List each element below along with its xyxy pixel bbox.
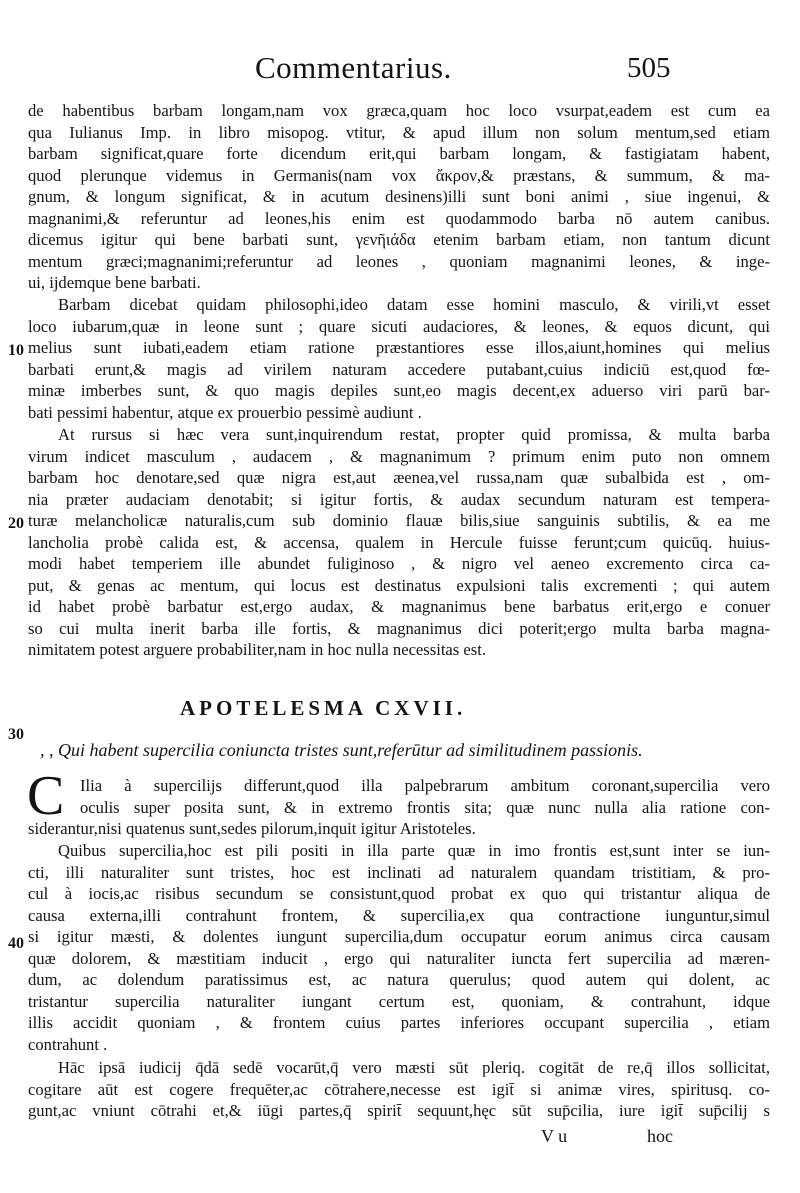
text-line: illis accidit quoniam , & frontem cuius partes inferiores occupant supercilia , etiam [28, 1013, 770, 1033]
text-line: Quibus supercilia,hoc est pili positi in illa parte quæ in imo frontis est,sunt inter se iun- [58, 841, 770, 860]
text-line: gnum, & longum significat, & in acutum desinens)illi sunt boni animi , siue ingenui, & [28, 187, 770, 207]
text-line: cul à iocis,ac risibus secundum se consistunt,quod probat ex quo qui tristantur aliqua de [28, 884, 770, 904]
drop-initial: C [27, 765, 65, 827]
margin-line-number: 10 [8, 342, 24, 359]
text-line: Ilia à supercilijs differunt,quod illa palpebrarum ambitum coronant,supercilia vero [80, 776, 770, 795]
text-line: put, & genas ac mentum, qui locus est destinatus expulsioni talis excrementi ; qui autem [28, 575, 770, 595]
text-line: id habet probè barbatur est,ergo audax, & magnanimus bene barbatus erit,ergo e conuer [28, 597, 770, 617]
text-line: virum indicet masculum , audacem , & magnanimum ? primum enim puto non omnem [28, 446, 770, 466]
text-line: cti, illi naturaliter sunt tristes, hoc est inclinati ad naturalem quandam tristitiam, & pro- [28, 862, 770, 882]
text-line: magnanimi,& referuntur ad leones,his enim est quodammodo barba nō autem canibus. [28, 208, 770, 228]
text-line: dicemus igitur qui bene barbati sunt, γενῆιάδα etenim barbam etiam, non tantum dicunt [28, 230, 770, 250]
text-line: barbam hoc denotare,sed quæ nigra est,aut æenea,vel russa,nam quæ subalbida est , om- [28, 468, 770, 488]
section-heading: APOTELESMA CXVII. [180, 696, 467, 720]
page-number: 505 [627, 52, 671, 84]
paragraph-barba-longa [28, 100, 770, 294]
text-line: mentum græci;magnanimi;referuntur ad leones , quoniam magnanimi leones, & inge- [28, 251, 770, 271]
margin-line-number: 20 [8, 515, 24, 532]
text-line: cogitare aūt est cogere frequēter,ac cōtrahere,necesse est igit̄ si animæ vires, spiritusq. co- [28, 1079, 770, 1099]
text-line: gunt,ac vniunt cōtrahi et,& iūgi partes,q̄ spirit̄ sequunt,hęc sūt sup̄cilia, iure igit̄ sup̄cilij s [28, 1101, 770, 1121]
text-line: melius sunt iubati,eadem etiam ratione præstantiores esse illos,aiunt,homines qui melius [28, 338, 770, 358]
text-line: nia præter audaciam denotabit; si igitur fortis, & audax secundum naturam est tempera- [28, 489, 770, 509]
text-line: siderantur,nisi quatenus sunt,sedes pilorum,inquit igitur Aristoteles. [28, 819, 476, 839]
paragraph-at-rursus [28, 424, 770, 661]
signature-mark: V u [541, 1126, 568, 1146]
margin-line-number: 30 [8, 726, 24, 743]
text-line: Hāc ipsā iudicij q̄dā sedē vocarūt,q̄ vero mæsti sūt pleriq. cogitāt de re,q̄ illos sollicitat, [58, 1058, 770, 1077]
text-line: minæ imberbes sunt, & quo magis depiles sunt,eo magis decent,ex aduerso viri parū bar- [28, 381, 770, 401]
text-line: bati pessimi habentur, atque ex prouerbio pessimè audiunt . [28, 402, 422, 422]
text-line: tristantur supercilia naturaliter iungant certum est, quoniam, & contrahunt, idque [28, 991, 770, 1011]
paragraph-quibus-supercilia [28, 840, 770, 1055]
margin-line-number: 40 [8, 935, 24, 952]
text-line: barbati erunt,& magis ad virilem naturam accedere putabant,cuius indiciū est,quod fœ- [28, 359, 770, 379]
text-line: loco iubarum,quæ in leone sunt ; quare sicuti audaciores, & leones, & equos dicunt, qui [28, 316, 770, 336]
text-line: turæ melancholicæ naturalis,cum sub dominio flauæ bilis,siue sanguinis subtilis, & ea me [28, 511, 770, 531]
text-line: modi habet temperiem ille abundet fuliginoso , & nigro vel aeneo excremento circa ca- [28, 554, 770, 574]
text-line: nimitatem potest arguere probabiliter,nam in hoc nulla necessitas est. [28, 640, 486, 660]
text-line: si igitur mæsti, & dolentes iungunt supercilia,dum occupatur eorum animus circa causam [28, 927, 770, 947]
text-line: causa externa,illi contrahunt frontem, & supercilia,ex qua contractione iunguntur,simul [28, 905, 770, 925]
text-line: quæ dolorem, & mæstitiam inducit , ergo qui naturaliter iuncta fert supercilia ad mæren- [28, 948, 770, 968]
section-subheading: , , Qui habent supercilia coniuncta tristes sunt,referūtur ad similitudinem passionis. [40, 740, 643, 760]
catchword: hoc [647, 1126, 673, 1146]
running-title: Commentarius. [255, 50, 452, 85]
text-line: barbam significat,quare forte dicendum erit,qui barbam longam, & fastigiatam habent, [28, 144, 770, 164]
paragraph-barbam-dicebat [28, 294, 770, 423]
text-line: so cui multa inerit barba ille fortis, & magnanimus dici poterit;ergo multa barba magna- [28, 618, 770, 638]
text-line: de habentibus barbam longam,nam vox græca,quam hoc loco vsurpat,eadem est cum ea [28, 101, 770, 120]
text-line: dum, ac dolendum paratissimus est, ac natura querulus; quod autem qui dolent, ac [28, 970, 770, 990]
text-line: ui, ijdemque bene barbati. [28, 273, 201, 293]
text-line: contrahunt . [28, 1034, 108, 1054]
text-line: quod plerunque videmus in Germanis(nam vox ἄκρον,& præstans, & summum, & ma- [28, 165, 770, 185]
text-line: At rursus si hæc vera sunt,inquirendum restat, propter quid promissa, & multa barba [58, 425, 770, 444]
text-line: lancholia probè calida est, & accensa, qualem in Hercule fuisse ferunt;cum quicūq. huius- [28, 532, 770, 552]
text-line: oculis super posita sunt, & in extremo frontis sita; quæ nunc nulla alia ratione con- [80, 797, 770, 817]
paragraph-cilia [28, 775, 770, 840]
text-line: Barbam dicebat quidam philosophi,ideo datam esse homini masculo, & virili,vt esset [58, 295, 770, 314]
paragraph-hanc-ipsam [28, 1057, 770, 1122]
text-line: qua Iulianus Imp. in libro misopog. vtitur, & apud illum non solum mentum,sed etiam [28, 122, 770, 142]
